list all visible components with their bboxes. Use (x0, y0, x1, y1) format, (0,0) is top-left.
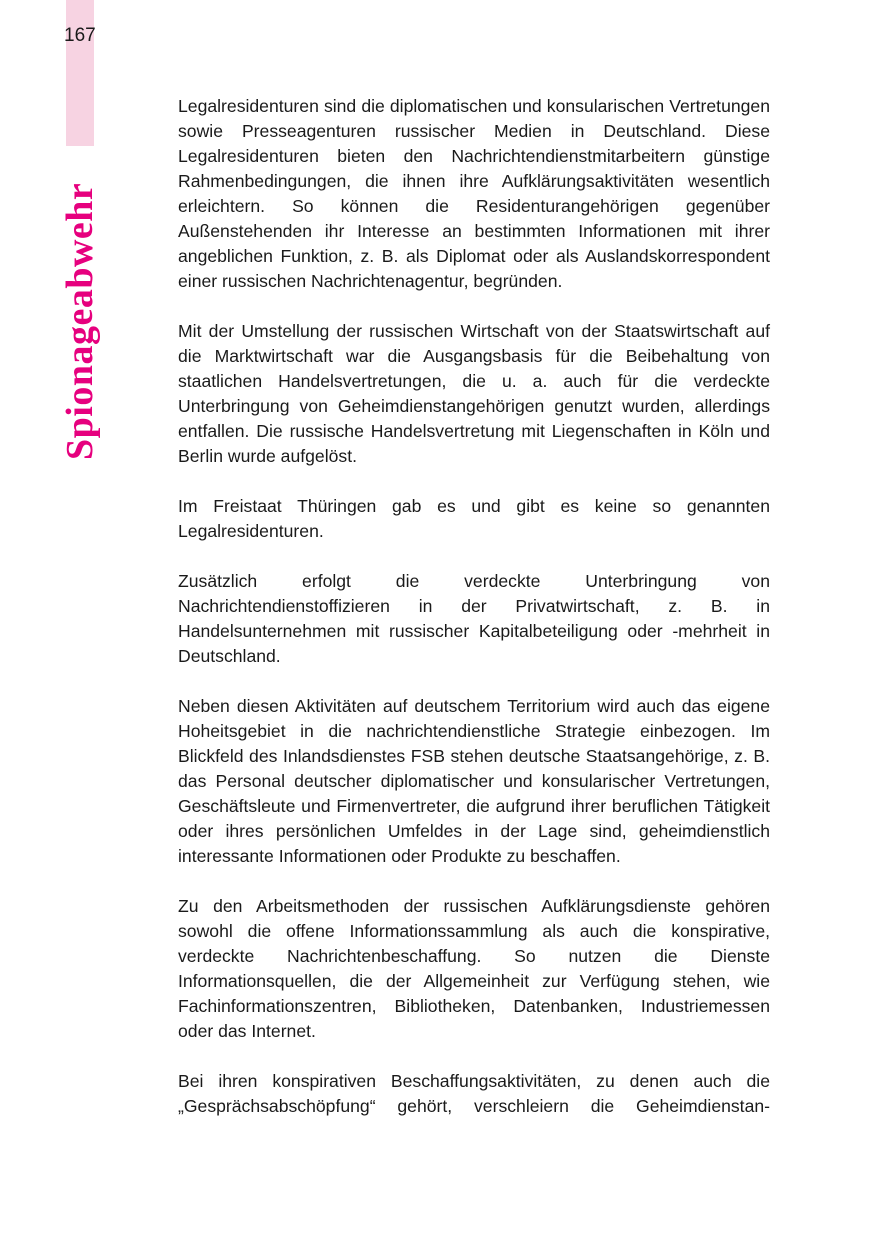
paragraph-7: Bei ihren konspirativen Beschaffungsaktivitäten, zu denen auch die „Gesprächsabschöpfung“ gehört, verschleiern die Geheimdienstan- (178, 1071, 770, 1116)
page-number: 167 (64, 25, 96, 46)
paragraph-4: Zusätzlich erfolgt die verdeckte Unterbringung von Nachrichtendienstoffizieren in der Privatwirtschaft, z. B. in Handelsunternehmen mit russischer Kapitalbeteiligung oder -mehrheit in Deutschland. (178, 571, 770, 666)
body-text (178, 94, 770, 1144)
paragraph-6: Zu den Arbeitsmethoden der russischen Aufklärungsdienste gehören sowohl die offene Informationssammlung als auch die konspirative, verdeckte Nachrichtenbeschaffung. So nutzen die Dienste Informationsquellen, die der Allgemeinheit zur Verfügung stehen, wie Fachinformationszentren, Bibliotheken, Datenbanken, Industriemessen oder das Internet. (178, 896, 770, 1041)
section-tab (66, 0, 94, 146)
paragraph-2: Mit der Umstellung der russischen Wirtschaft von der Staatswirtschaft auf die Marktwirtschaft war die Ausgangsbasis für die Beibehaltung von staatlichen Handelsvertretungen, die u. a. auch für die verdeckte Unterbringung von Geheimdienstangehörigen genutzt wurden, allerdings entfallen. Die russische Handelsvertretung mit Liegenschaften in Köln und Berlin wurde aufgelöst. (178, 321, 770, 466)
paragraph-5: Neben diesen Aktivitäten auf deutschem Territorium wird auch das eigene Hoheitsgebiet in die nachrichtendienstliche Strategie einbezogen. Im Blickfeld des Inlandsdienstes FSB stehen deutsche Staatsangehörige, z. B. das Personal deutscher diplomatischer und konsularischer Vertretungen, Geschäftsleute und Firmenvertreter, die aufgrund ihrer beruflichen Tätigkeit oder ihres persönlichen Umfeldes in der Lage sind, geheimdienstlich interessante Informationen oder Produkte zu beschaffen. (178, 696, 770, 866)
paragraph-1: Legalresidenturen sind die diplomatischen und konsularischen Vertretungen sowie Presseagenturen russischer Medien in Deutschland. Diese Legalresidenturen bieten den Nachrichtendienstmitarbeitern günstige Rahmenbedingungen, die ihnen ihre Aufklärungsaktivitäten wesentlich erleichtern. So können die Residenturangehörigen gegenüber Außenstehenden ihr Interesse an bestimmten Informationen mit ihrer angeblichen Funktion, z. B. als Diplomat oder als Auslandskorrespondent einer russischen Nachrichtenagentur, begründen. (178, 96, 770, 291)
paragraph-3: Im Freistaat Thüringen gab es und gibt es keine so genannten Legalresidenturen. (178, 496, 770, 541)
section-label: Spionageabwehr (59, 182, 101, 460)
